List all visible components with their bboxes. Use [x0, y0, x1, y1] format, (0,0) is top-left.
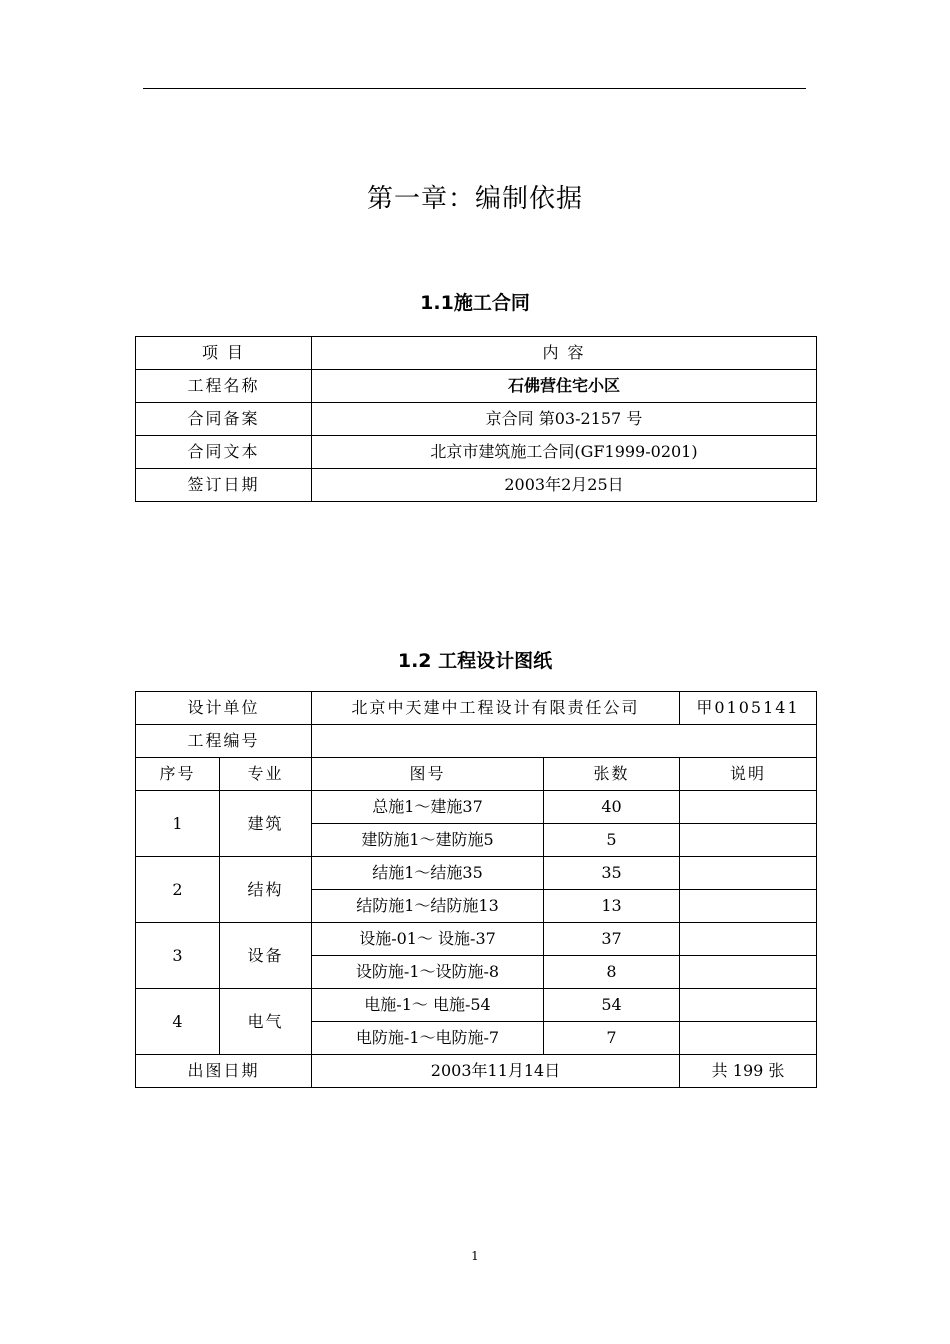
drawing-range: 电防施-1～电防施-7: [312, 1022, 544, 1055]
header-content: 内 容: [312, 337, 817, 370]
note-cell: [680, 1022, 817, 1055]
table-row: [136, 370, 817, 403]
signing-date: 2003年2月25日: [312, 469, 817, 502]
column-header: 说明: [680, 758, 817, 791]
group-number: 3: [136, 923, 220, 989]
contract-text: 北京市建筑施工合同(GF1999-0201): [312, 436, 817, 469]
row-label: 签订日期: [136, 469, 312, 502]
group-discipline: 电气: [220, 989, 312, 1055]
table-row: [136, 469, 817, 502]
group-discipline: 建筑: [220, 791, 312, 857]
drawing-range: 设施-01～ 设施-37: [312, 923, 544, 956]
column-header: 序号: [136, 758, 220, 791]
drawing-range: 结防施1～结防施13: [312, 890, 544, 923]
sheet-count: 54: [544, 989, 680, 1022]
table-row: [136, 791, 817, 824]
drawing-range: 结施1～结施35: [312, 857, 544, 890]
row-label: 合同备案: [136, 403, 312, 436]
project-number-row: [136, 725, 817, 758]
sheet-count: 7: [544, 1022, 680, 1055]
group-discipline: 设备: [220, 923, 312, 989]
design-unit-code: 甲0105141: [680, 692, 817, 725]
table-row: [136, 989, 817, 1022]
table-header-row: [136, 337, 817, 370]
note-cell: [680, 923, 817, 956]
page-number: 1: [471, 1249, 479, 1263]
contract-record: 京合同 第03-2157 号: [312, 403, 817, 436]
sheet-count: 35: [544, 857, 680, 890]
note-cell: [680, 890, 817, 923]
sheet-count: 37: [544, 923, 680, 956]
column-header: 张数: [544, 758, 680, 791]
note-cell: [680, 989, 817, 1022]
note-cell: [680, 956, 817, 989]
drawing-range: 设防施-1～设防施-8: [312, 956, 544, 989]
column-header: 专业: [220, 758, 312, 791]
issue-date-value: 2003年11月14日: [312, 1055, 680, 1088]
table-row: [136, 923, 817, 956]
column-header: 图号: [312, 758, 544, 791]
sheet-count: 40: [544, 791, 680, 824]
group-number: 4: [136, 989, 220, 1055]
drawing-range: 建防施1～建防施5: [312, 824, 544, 857]
table-row: [136, 403, 817, 436]
table-row: [136, 857, 817, 890]
note-cell: [680, 791, 817, 824]
sheet-count: 5: [544, 824, 680, 857]
section-title-contract: 1.1施工合同: [420, 292, 530, 314]
project-number-value: [312, 725, 817, 758]
drawing-range: 总施1～建施37: [312, 791, 544, 824]
design-unit-label: 设计单位: [136, 692, 312, 725]
chapter-title: 第一章：编制依据: [366, 184, 583, 214]
issue-date-row: [136, 1055, 817, 1088]
sheet-count: 8: [544, 956, 680, 989]
header-item: 项 目: [136, 337, 312, 370]
row-label: 工程名称: [136, 370, 312, 403]
project-name: 石佛营住宅小区: [312, 370, 817, 403]
row-label: 合同文本: [136, 436, 312, 469]
contract-table: [135, 336, 817, 502]
group-discipline: 结构: [220, 857, 312, 923]
group-number: 2: [136, 857, 220, 923]
section-title-drawings: 1.2 工程设计图纸: [397, 650, 553, 672]
group-number: 1: [136, 791, 220, 857]
project-number-label: 工程编号: [136, 725, 312, 758]
column-header-row: [136, 758, 817, 791]
table-row: [136, 436, 817, 469]
drawings-table: [135, 691, 817, 1088]
total-sheets: 共 199 张: [680, 1055, 817, 1088]
design-unit-value: 北京中天建中工程设计有限责任公司: [312, 692, 680, 725]
sheet-count: 13: [544, 890, 680, 923]
note-cell: [680, 824, 817, 857]
header-rule: [143, 88, 806, 89]
drawing-range: 电施-1～ 电施-54: [312, 989, 544, 1022]
issue-date-label: 出图日期: [136, 1055, 312, 1088]
note-cell: [680, 857, 817, 890]
design-unit-row: [136, 692, 817, 725]
